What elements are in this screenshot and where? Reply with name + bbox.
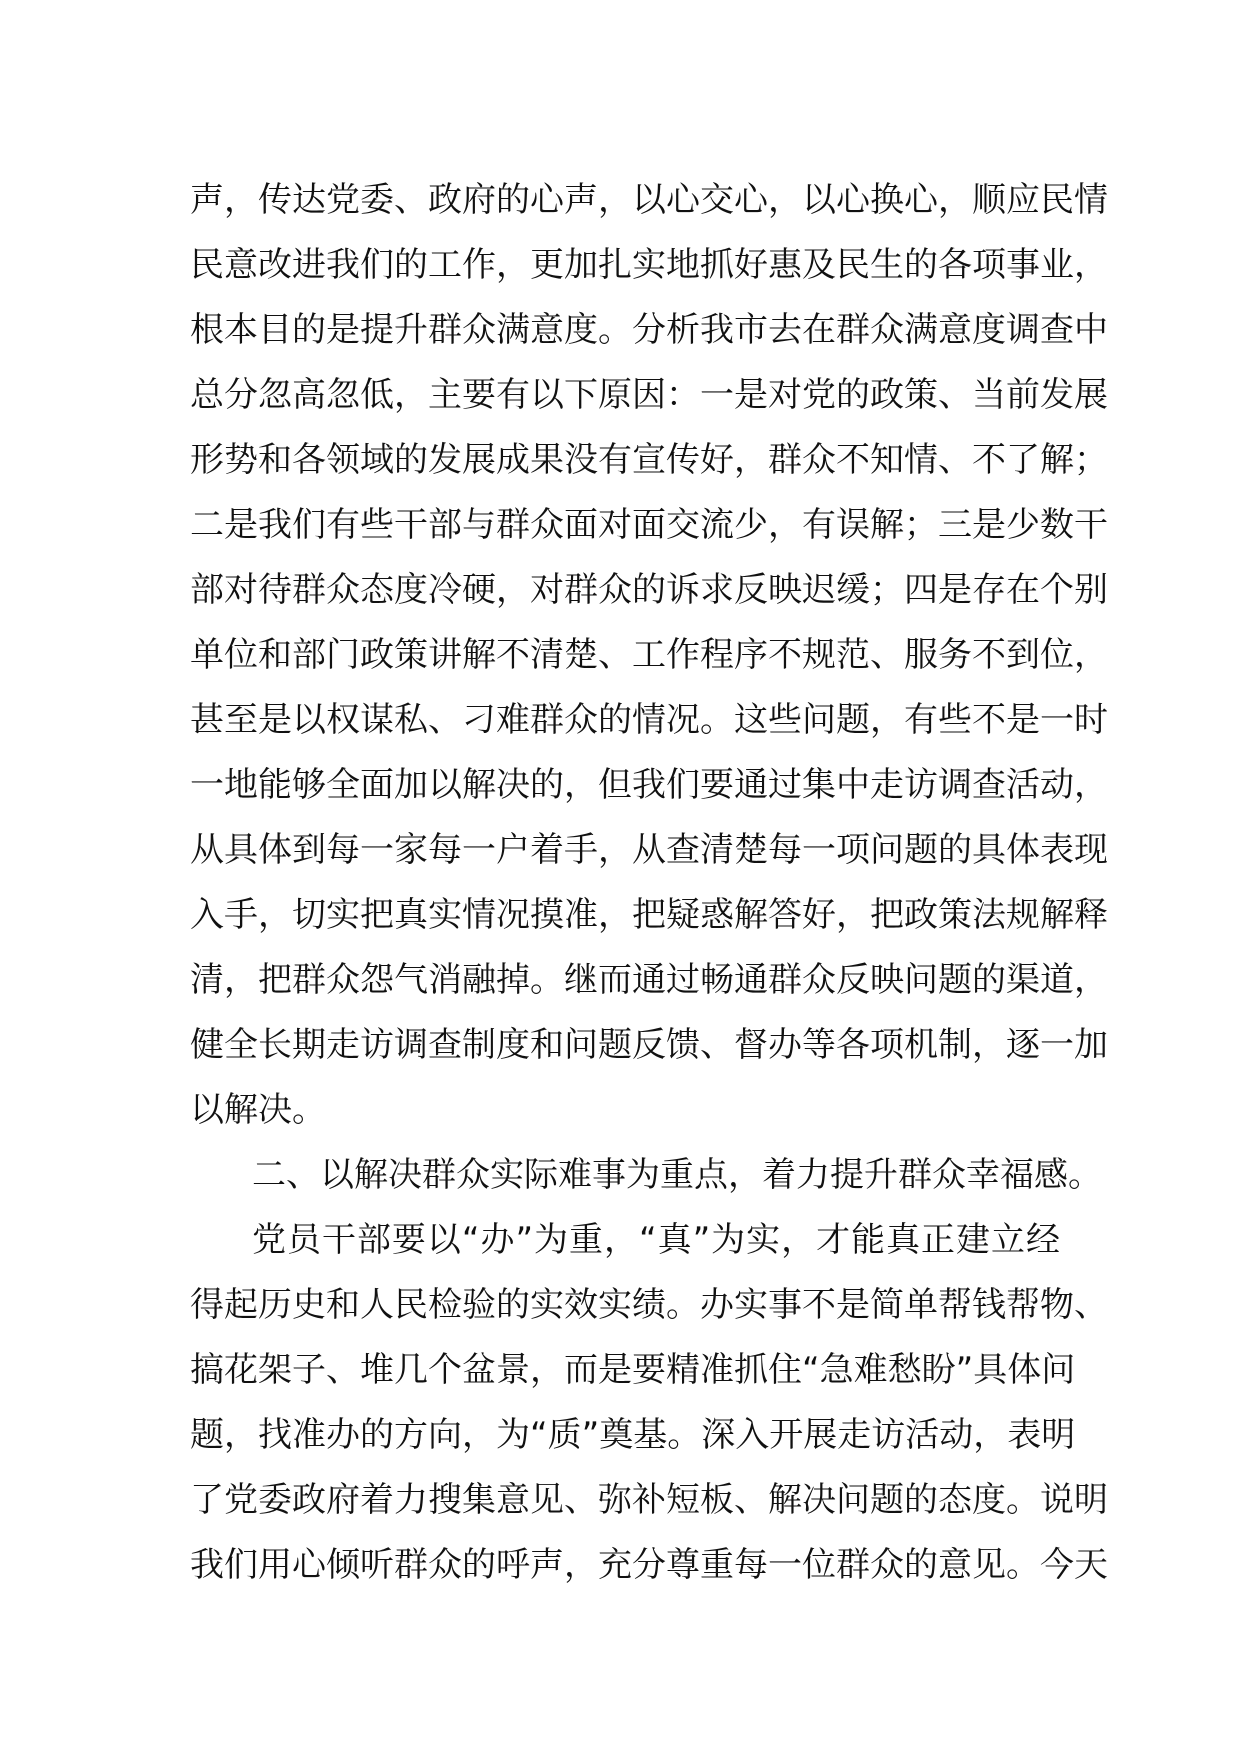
body-line: 一地能够全面加以解决的，但我们要通过集中走访调查活动， [190,765,1108,805]
body-line: 民意改进我们的工作，更加扎实地抓好惠及民生的各项事业， [190,245,1108,285]
body-line: 声，传达党委、政府的心声，以心交心，以心换心，顺应民情 [190,180,1108,220]
body-line: 从具体到每一家每一户着手，从查清楚每一项问题的具体表现 [190,830,1108,870]
body-line: 入手，切实把真实情况摸准，把疑惑解答好，把政策法规解释 [190,895,1108,935]
body-line: 了党委政府着力搜集意见、弥补短板、解决问题的态度。说明 [190,1480,1108,1520]
body-line: 搞花架子、堆几个盆景，而是要精准抓住“急难愁盼”具体问 [190,1350,1076,1390]
body-line: 甚至是以权谋私、刁难群众的情况。这些问题，有些不是一时 [190,700,1108,740]
body-line: 健全长期走访调查制度和问题反馈、督办等各项机制，逐一加 [190,1025,1108,1065]
body-line: 单位和部门政策讲解不清楚、工作程序不规范、服务不到位， [190,635,1108,675]
body-line: 党员干部要以“办”为重，“真”为实，才能真正建立经 [252,1220,1060,1260]
body-line: 总分忽高忽低，主要有以下原因：一是对党的政策、当前发展 [190,375,1108,415]
document-body [190,168,1108,1598]
body-line: 形势和各领域的发展成果没有宣传好，群众不知情、不了解； [190,440,1108,480]
body-line: 得起历史和人民检验的实效实绩。办实事不是简单帮钱帮物、 [190,1285,1108,1325]
body-line: 题，找准办的方向，为“质”奠基。深入开展走访活动，表明 [190,1415,1076,1455]
body-line: 清，把群众怨气消融掉。继而通过畅通群众反映问题的渠道， [190,960,1108,1000]
body-line: 我们用心倾听群众的呼声，充分尊重每一位群众的意见。今天 [190,1545,1108,1585]
body-line: 以解决。 [190,1090,326,1130]
body-line: 二是我们有些干部与群众面对面交流少，有误解；三是少数干 [190,505,1108,545]
body-line: 部对待群众态度冷硬，对群众的诉求反映迟缓；四是存在个别 [190,570,1108,610]
section-heading: 二、以解决群众实际难事为重点，着力提升群众幸福感。 [252,1155,1102,1195]
body-line: 根本目的是提升群众满意度。分析我市去在群众满意度调查中 [190,310,1108,350]
